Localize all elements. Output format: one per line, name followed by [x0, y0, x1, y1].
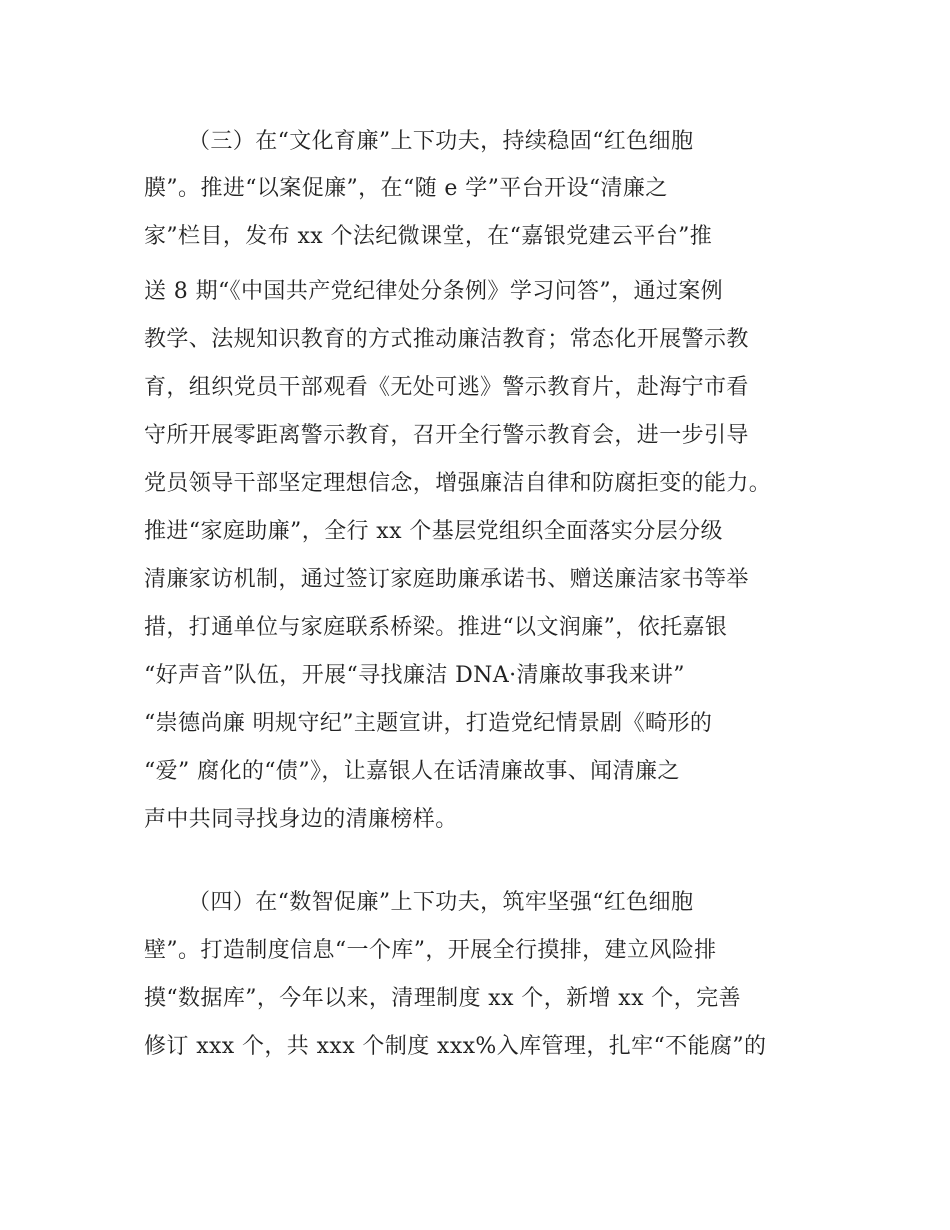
text-line: 措，打通单位与家庭联系桥梁。推进“以文润廉”，依托嘉银 [144, 615, 728, 640]
text-line: 清廉家访机制，通过签订家庭助廉承诺书、赠送廉洁家书等举 [144, 567, 749, 592]
text-line: “好声音”队伍，开展“寻找廉洁 DNA·清廉故事我来讲” [144, 663, 685, 688]
text-line: （三）在“文化育廉”上下功夫，持续稳固“红色细胞 [188, 129, 694, 154]
text-line: （四）在“数智促廉”上下功夫，筑牢坚强“红色细胞 [188, 890, 694, 915]
text-line: 教学、法规知识教育的方式推动廉洁教育；常态化开展警示教 [144, 327, 749, 352]
text-line: 摸“数据库”，今年以来，清理制度 xx 个，新增 xx 个，完善 [144, 986, 741, 1011]
text-line: 党员领导干部坚定理想信念，增强廉洁自律和防腐拒变的能力。 [144, 471, 772, 496]
text-line: 修订 xxx 个，共 xxx 个制度 xxx%入库管理，扎牢“不能腐”的 [144, 1034, 767, 1059]
text-line: 膜”。推进“以案促廉”，在“随 e 学”平台开设“清廉之 [144, 176, 668, 201]
text-line: 送 8 期“《中国共产党纪律处分条例》学习问答”，通过案例 [144, 279, 724, 304]
text-line: 家”栏目，发布 xx 个法纪微课堂，在“嘉银党建云平台”推 [144, 224, 713, 249]
text-line: 壁”。打造制度信息“一个库”，开展全行摸排，建立风险排 [144, 938, 717, 963]
text-line: 推进“家庭助廉”，全行 xx 个基层党组织全面落实分层分级 [144, 519, 723, 544]
text-line: 育，组织党员干部观看《无处可逃》警示教育片，赴海宁市看 [144, 375, 749, 400]
text-line: 声中共同寻找身边的清廉榜样。 [144, 807, 458, 832]
text-line: 守所开展零距离警示教育，召开全行警示教育会，进一步引导 [144, 423, 749, 448]
text-line: “崇德尚廉 明规守纪”主题宣讲，打造党纪情景剧《畸形的 [144, 711, 713, 736]
text-line: “爱” 腐化的“债”》，让嘉银人在话清廉故事、闻清廉之 [144, 759, 680, 784]
